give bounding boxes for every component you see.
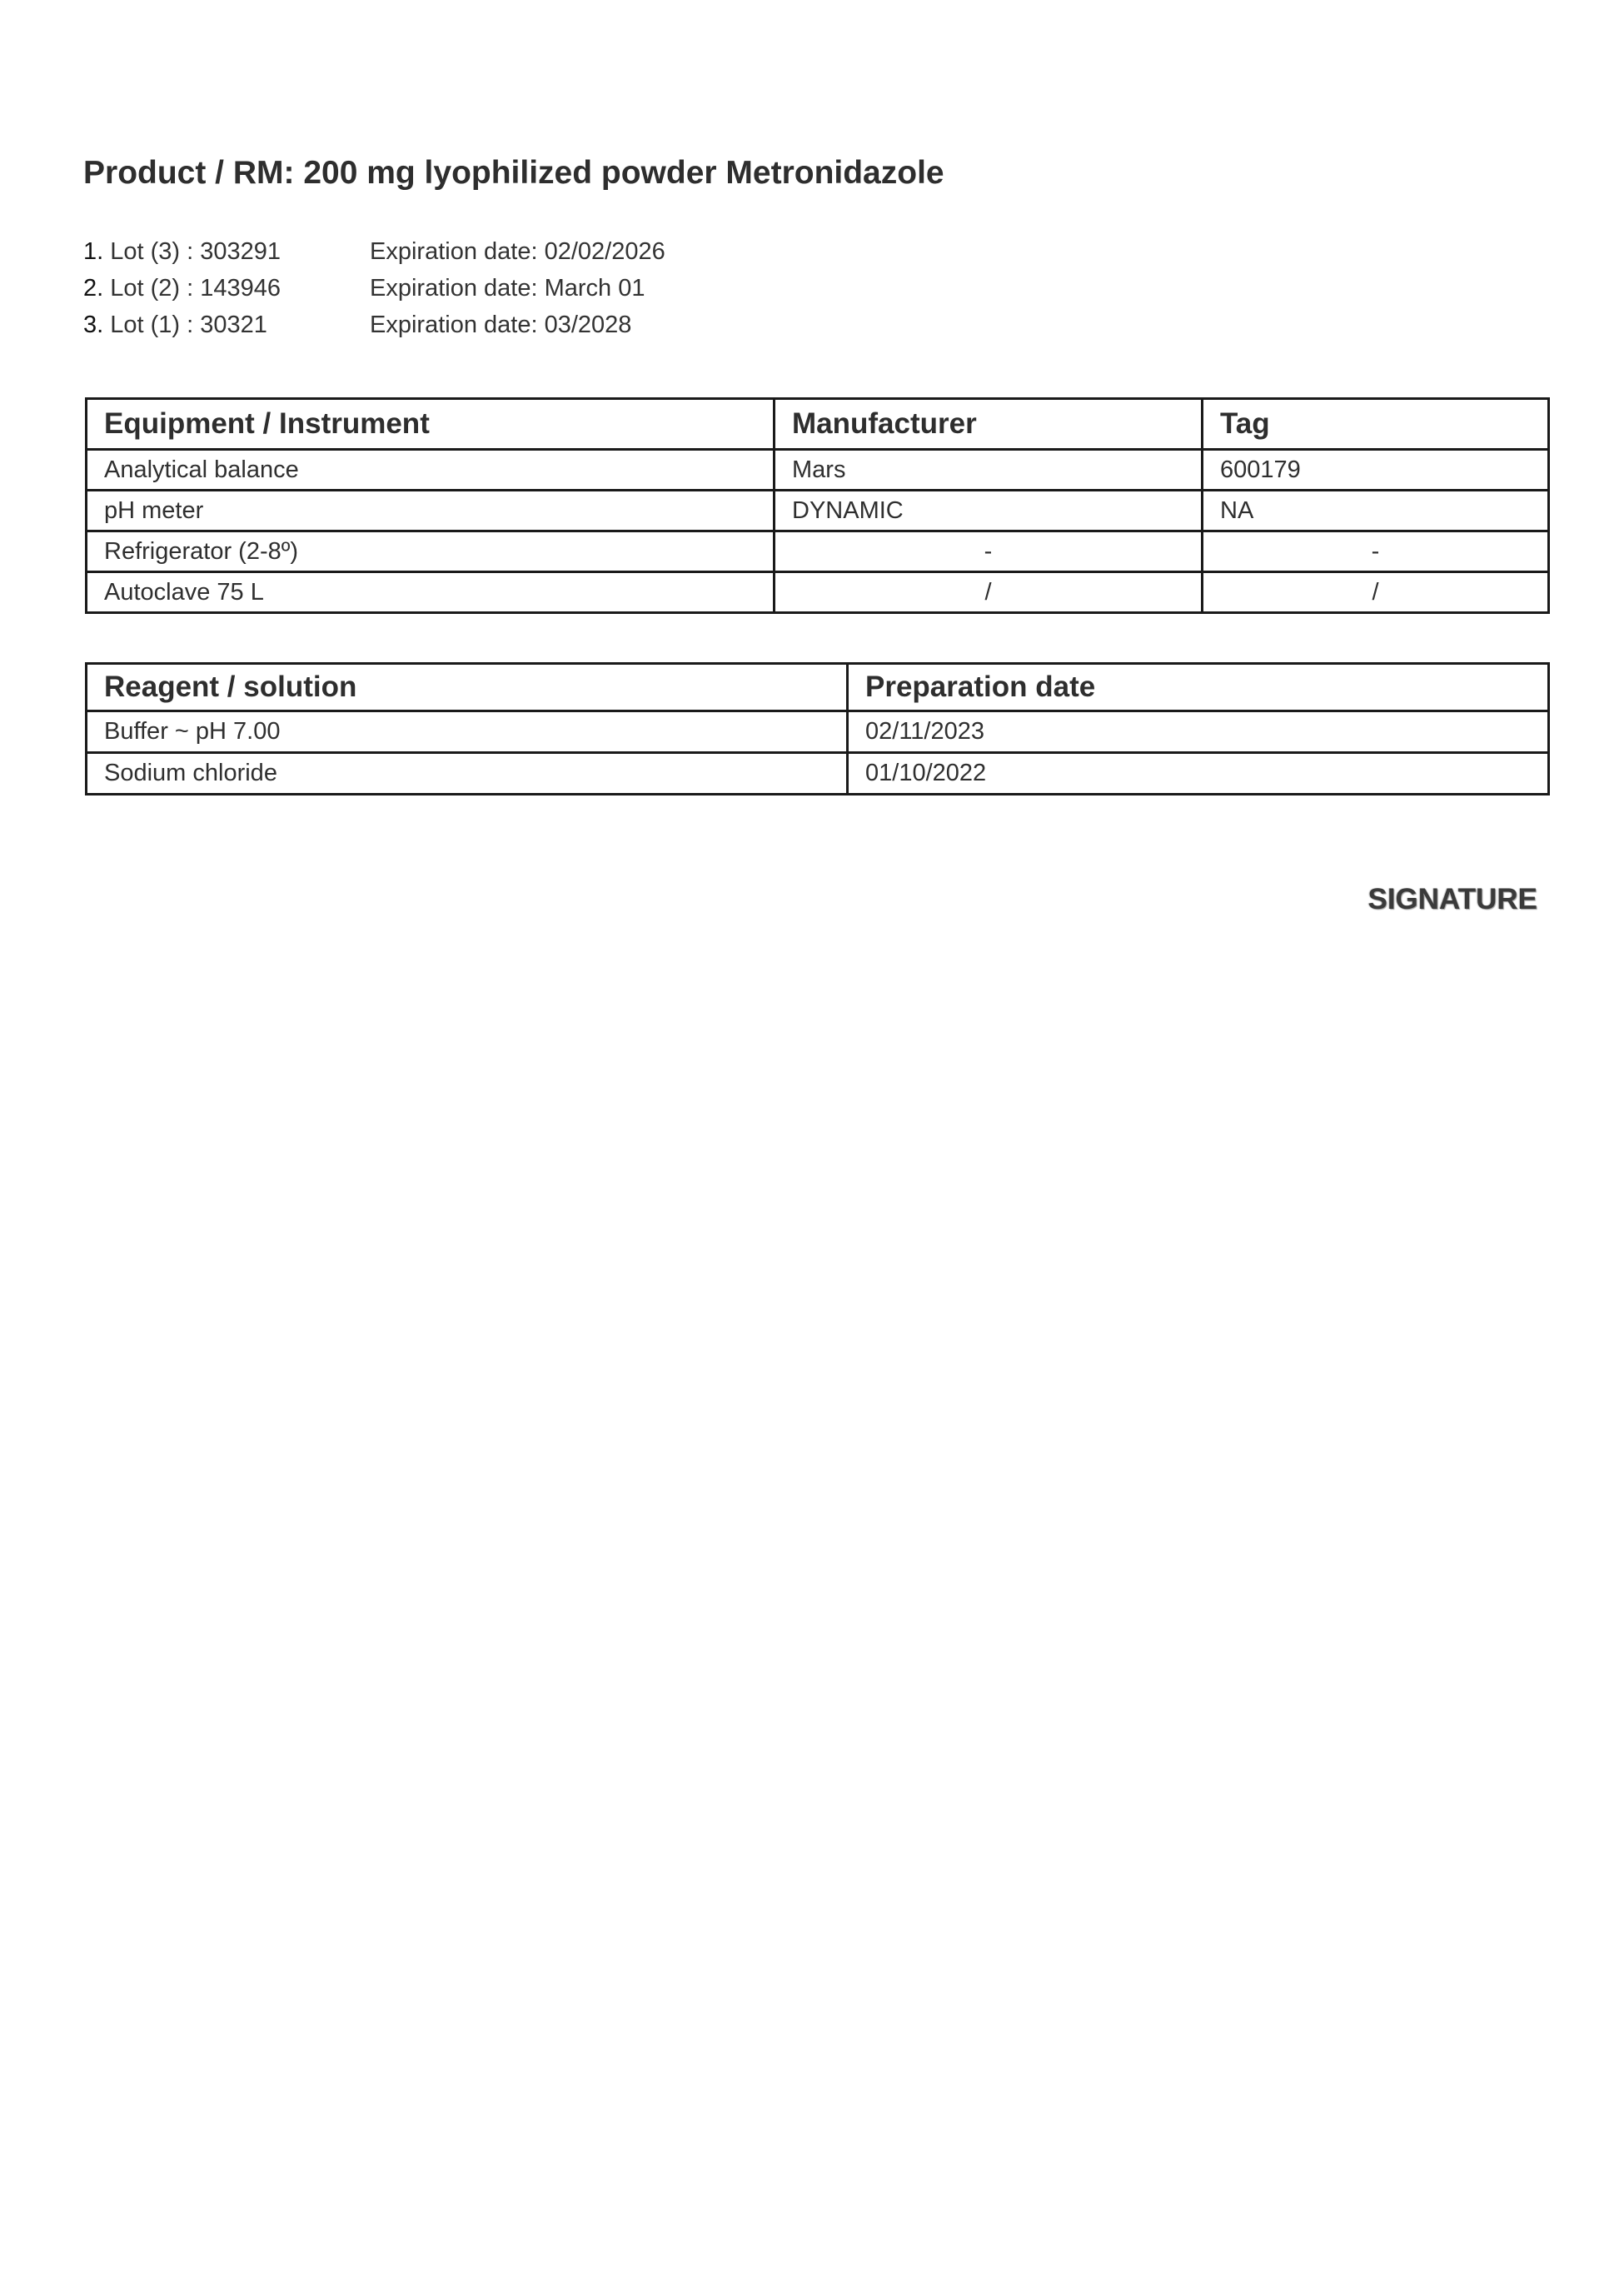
table-row [87,531,1549,572]
equipment-cell: Analytical balance [87,450,775,491]
tag-cell: - [1203,531,1549,572]
table-header-row [87,664,1549,711]
manufacturer-cell: DYNAMIC [775,491,1203,531]
reagent-table [85,662,1550,795]
column-header-tag: Tag [1203,399,1549,450]
equipment-table [85,397,1550,614]
table-row [87,491,1549,531]
manufacturer-cell: / [775,572,1203,613]
preparation-date-cell: 02/11/2023 [848,711,1549,753]
reagent-cell: Sodium chloride [87,753,848,795]
lot-item [83,270,833,307]
lot-id: Lot (2) : 143946 [110,275,281,302]
lot-expiration: Expiration date: 02/02/2026 [370,238,665,265]
lot-item [83,233,833,270]
column-header-reagent: Reagent / solution [87,664,848,711]
lot-number: 2. [83,275,104,302]
lot-number: 3. [83,312,104,338]
equipment-cell: Refrigerator (2-8º) [87,531,775,572]
table-row [87,450,1549,491]
table-row [87,572,1549,613]
reagent-cell: Buffer ~ pH 7.00 [87,711,848,753]
lot-id: Lot (3) : 303291 [110,238,281,265]
column-header-equipment: Equipment / Instrument [87,399,775,450]
table-row [87,711,1549,753]
manufacturer-cell: Mars [775,450,1203,491]
equipment-cell: pH meter [87,491,775,531]
lot-list [83,233,833,343]
page-title: Product / RM: 200 mg lyophilized powder Metronidazole [83,155,944,191]
tag-cell: NA [1203,491,1549,531]
equipment-cell: Autoclave 75 L [87,572,775,613]
signature: SIGNATURE [1367,883,1537,915]
column-header-manufacturer: Manufacturer [775,399,1203,450]
preparation-date-cell: 01/10/2022 [848,753,1549,795]
table-row [87,753,1549,795]
lot-expiration: Expiration date: March 01 [370,275,645,302]
manufacturer-cell: - [775,531,1203,572]
column-header-preparation-date: Preparation date [848,664,1549,711]
lot-expiration: Expiration date: 03/2028 [370,312,632,338]
lot-id: Lot (1) : 30321 [110,312,267,338]
lot-item [83,307,833,343]
lot-number: 1. [83,238,104,265]
table-header-row [87,399,1549,450]
tag-cell: 600179 [1203,450,1549,491]
tag-cell: / [1203,572,1549,613]
